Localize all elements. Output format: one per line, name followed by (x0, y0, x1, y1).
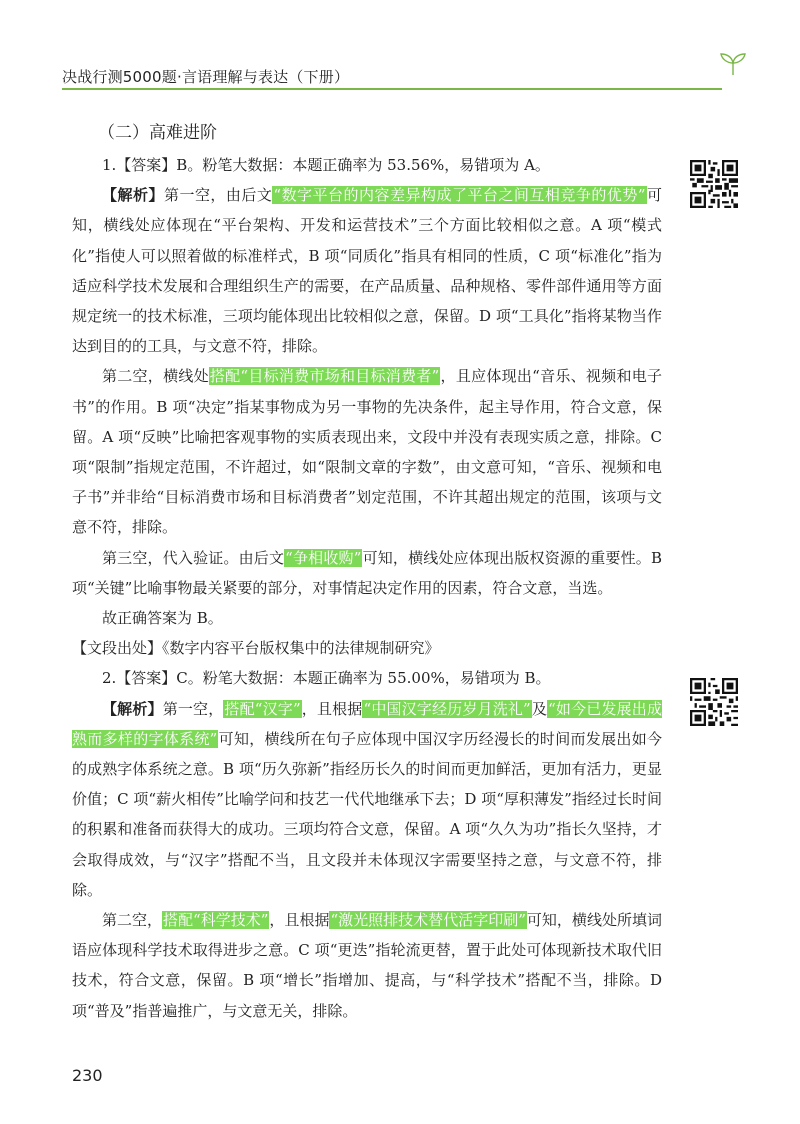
section-title: （二）高难进阶 (98, 123, 217, 143)
page-number: 230 (72, 1066, 103, 1085)
sprout-icon (716, 52, 750, 76)
q1-analysis-para1: 【解析】第一空，由后文“数字平台的内容差异构成了平台之间互相竞争的优势”可知，横线处应体现在“平台架构、开发和运营技术”三个方面比较相似之意。A 项“模式化”指使人可以照着做的标准样式，B 项“同质化”指具有相同的性质，C 项“标准化”指为适应科学技术发展和合理组织生产的需要，在产品质量、品种规格、零件部件通用等方面规定统一的技术标准，三项均能体现出比较相似之意，保留。D 项“工具化”指将某物当作达到目的的工具，与文意不符，排除。 (72, 186, 662, 356)
highlight: “中国汉字经历岁月洗礼” (363, 699, 531, 718)
highlight: “数字平台的内容差异构成了平台之间互相竞争的优势” (273, 186, 646, 205)
header-rule (62, 88, 722, 90)
highlight: “如今已发展出成熟而多样的字体系统” (72, 699, 662, 748)
q1-source: 【文段出处】《数字内容平台版权集中的法律规制研究》 (72, 639, 440, 658)
analysis-tag: 【解析】 (102, 186, 164, 205)
highlight: 搭配“汉字” (224, 699, 301, 718)
highlight: “激光照排技术替代活字印刷” (330, 911, 526, 930)
q1-analysis-para3: 第三空，代入验证。由后文“争相收购”可知，横线处应体现出版权资源的重要性。B 项“关键”比喻事物最关紧要的部分，对事情起决定作用的因素，符合文意，当选。 (72, 548, 662, 597)
highlight: “争相收购” (285, 548, 362, 567)
q2-answer: 2.【答案】C。粉笔大数据：本题正确率为 55.00%，易错项为 B。 (102, 669, 551, 688)
qr-code-icon (690, 678, 738, 726)
q1-analysis-para2: 第二空，横线处搭配“目标消费市场和目标消费者”，且应体现出“音乐、视频和电子书”的作用。B 项“决定”指某事物成为另一事物的先决条件，起主导作用，符合文意，保留。A 项“反映”比喻把客观事物的实质表现出来，文段中并没有表现实质之意，排除。C 项“限制”指规定范围，不许超过，如“限制文章的字数”，由文意可知，“音乐、视频和电子书”并非给“目标消费市场和目标消费者”划定范围，不许其超出规定的范围，该项与文意不符，排除。 (72, 367, 662, 537)
answer-explanations (72, 150, 662, 1026)
highlight: 搭配“科学技术” (163, 911, 269, 930)
running-header: 决战行测5000题·言语理解与表达（下册） (62, 68, 350, 86)
highlight: 搭配“目标消费市场和目标消费者” (209, 367, 440, 386)
q2-analysis-para1: 【解析】第一空，搭配“汉字”，且根据“中国汉字经历岁月洗礼”及“如今已发展出成熟而多样的字体系统”可知，横线所在句子应体现中国汉字历经漫长的时间而发展出如今的成熟字体系统之意。B 项“历久弥新”指经历长久的时间而更加鲜活，更加有活力，更显价值；C 项“薪火相传”比喻学问和技艺一代代地继承下去；D 项“厚积薄发”指经过长时间的积累和准备而获得大的成功。三项均符合文意，保留。A 项“久久为功”指长久坚持，才会取得成效，与“汉字”搭配不当，且文段并未体现汉字需要坚持之意，与文意不符，排除。 (72, 699, 662, 899)
analysis-tag: 【解析】 (102, 699, 163, 718)
q1-answer: 1.【答案】B。粉笔大数据：本题正确率为 53.56%，易错项为 A。 (102, 156, 550, 174)
q2-analysis-para2: 第二空，搭配“科学技术”，且根据“激光照排技术替代活字印刷”可知，横线处所填词语应体现科学技术取得进步之意。C 项“更迭”指轮流更替，置于此处可体现新技术取代旧技术，符合文意，保留。B 项“增长”指增加、提高，与“科学技术”搭配不当，排除。D 项“普及”指普遍推广，与文意无关，排除。 (72, 911, 662, 1020)
qr-code-icon (690, 160, 738, 208)
q1-conclusion: 故正确答案为 B。 (102, 609, 223, 628)
